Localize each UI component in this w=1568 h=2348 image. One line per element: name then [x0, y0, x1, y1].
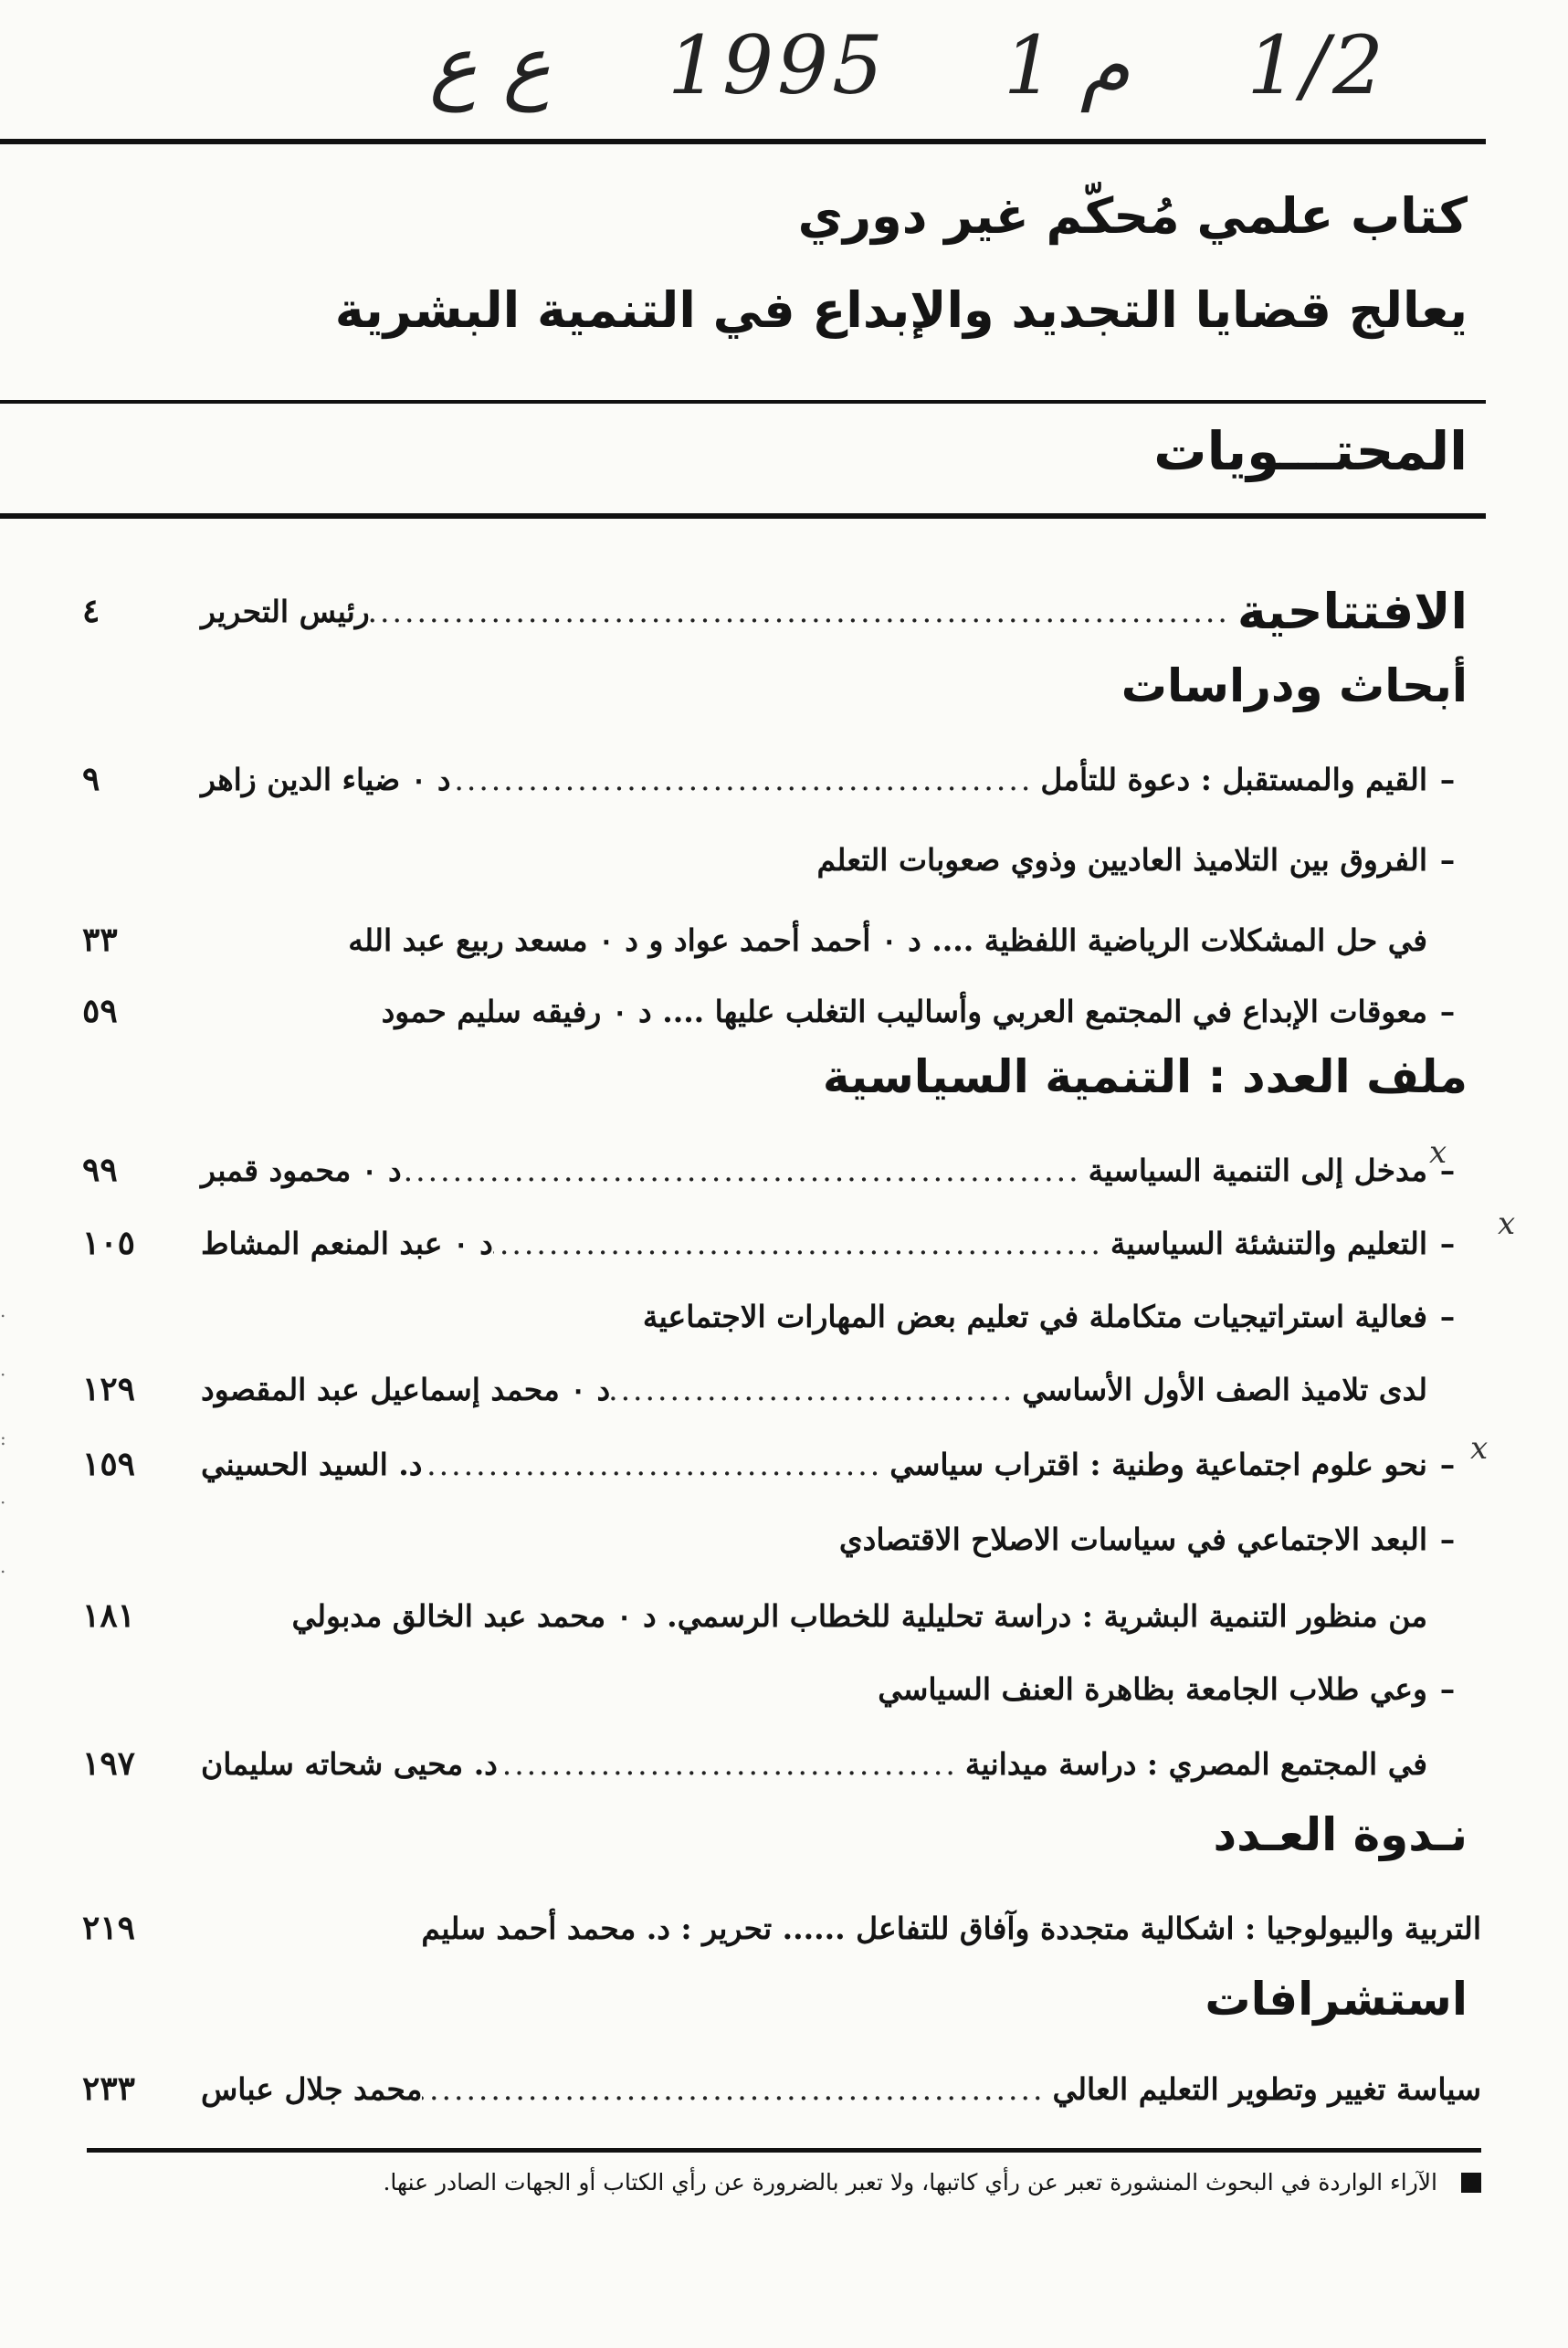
- toc-entry[interactable]: – معوقات الإبداع في المجتمع العربي وأساليب التغلب عليها .... د ٠ رفيقه سليم حمود ٥٩: [82, 992, 1456, 1030]
- entry-title: التربية والبيولوجيا : اشكالية متجددة وآفاق للتفاعل ...... تحرير : د. محمد أحمد سليم: [421, 1910, 1481, 1946]
- page-number: ١٨١: [82, 1596, 136, 1635]
- handwritten-code: ع ع: [429, 18, 551, 112]
- section-issue-file: ملف العدد : التنمية السياسية: [822, 1050, 1468, 1103]
- handwritten-annotation: [429, 18, 1495, 128]
- leader-dots: [402, 1153, 1089, 1188]
- page-number: ١٢٩: [82, 1370, 136, 1408]
- leader-dots: [370, 594, 1237, 629]
- leader-dots: [498, 1746, 965, 1782]
- toc-entry[interactable]: – الفروق بين التلاميذ العاديين وذوي صعوبات التعلم: [816, 841, 1456, 878]
- margin-mark: x: [1470, 1430, 1489, 1467]
- contents-title: المحتـــويات: [1153, 420, 1468, 482]
- toc-entry[interactable]: – نحو علوم اجتماعية وطنية : اقتراب سياسي ..... د. السيد الحسيني ١٥٩: [82, 1436, 1468, 1492]
- book-description: كتاب علمي مُحكّم غير دوري: [797, 187, 1468, 245]
- section-symposium: نـدوة العـدد: [1213, 1808, 1468, 1861]
- entry-title: في المجتمع المصري : دراسة ميدانية: [964, 1745, 1427, 1782]
- entry-title: معوقات الإبداع في المجتمع العربي وأساليب التغلب عليها .... د ٠ رفيقه سليم حمود: [381, 993, 1427, 1029]
- entry-title: التعليم والتنشئة السياسية: [1110, 1225, 1427, 1261]
- footer-note: [87, 2169, 1481, 2195]
- entry-title: القيم والمستقبل : دعوة للتأمل: [1040, 761, 1427, 797]
- footer-square-bullet: [1461, 2173, 1481, 2193]
- page-number: ١٩٧: [82, 1744, 136, 1783]
- entry-title: مدخل إلى التنمية السياسية: [1088, 1152, 1427, 1188]
- footer-rule: [87, 2148, 1481, 2153]
- entry-author: محمد جلال عباس: [201, 2070, 423, 2107]
- handwritten-issue: 1 م: [1003, 18, 1131, 112]
- section-research: أبحاث ودراسات: [1121, 659, 1468, 712]
- handwritten-year: 1995: [667, 18, 887, 112]
- entry-title: لدى تلاميذ الصف الأول الأساسي: [1022, 1371, 1427, 1407]
- page-number: ٢٣٣: [82, 2069, 136, 2108]
- top-rule: [0, 139, 1486, 144]
- editorial-title: الافتتاحية: [1237, 582, 1468, 640]
- binding-edge-specks: . · : · .: [0, 1300, 6, 1577]
- page-number: ٤: [82, 592, 100, 630]
- toc-entry[interactable]: – القيم والمستقبل : دعوة للتأمل ..... د ٠ ضياء الدين زاهر ٩: [82, 751, 1468, 807]
- leader-dots: [610, 1372, 1022, 1407]
- toc-entry-editorial[interactable]: [82, 583, 1468, 639]
- entry-title: وعي طلاب الجامعة بظاهرة العنف السياسي: [878, 1670, 1427, 1707]
- page-number: ٩: [82, 760, 100, 798]
- leader-dots: [451, 762, 1041, 797]
- entry-author: د. السيد الحسيني: [201, 1446, 423, 1482]
- page-number: ٥٩: [82, 992, 118, 1030]
- entry-author: د. محيى شحاته سليمان: [201, 1745, 498, 1782]
- page-number: ١٠٥: [82, 1224, 136, 1262]
- entry-author: د ٠ ضياء الدين زاهر: [201, 761, 451, 797]
- toc-entry-continuation[interactable]: [82, 1735, 1427, 1792]
- entry-author: د ٠ محمد إسماعيل عبد المقصود: [201, 1371, 611, 1407]
- entry-title: سياسة تغيير وتطوير التعليم العالي: [1052, 2070, 1481, 2107]
- page-number: ٢١٩: [82, 1909, 136, 1947]
- page-number: ٩٩: [82, 1151, 118, 1189]
- toc-entry[interactable]: – البعد الاجتماعي في سياسات الاصلاح الاقتصادي: [838, 1521, 1456, 1557]
- toc-entry[interactable]: – التعليم والتنشئة السياسية ..... د ٠ عبد المنعم المشاط ١٠٥: [82, 1215, 1468, 1271]
- footer-text: الآراء الواردة في البحوث المنشورة تعبر عن رأي كاتبها، ولا تعبر بالضرورة عن رأي الكتاب أو الجهات الصادر عنها.: [383, 2169, 1437, 2195]
- book-subtitle: يعالج قضايا التجديد والإبداع في التنمية البشرية: [334, 281, 1468, 339]
- toc-entry[interactable]: – فعالية استراتيجيات متكاملة في تعليم بعض المهارات الاجتماعية: [642, 1298, 1456, 1334]
- entry-title: فعالية استراتيجيات متكاملة في تعليم بعض المهارات الاجتماعية: [642, 1298, 1427, 1334]
- toc-entry[interactable]: – مدخل إلى التنمية السياسية ..... د ٠ محمود قمبر ٩٩: [82, 1142, 1468, 1198]
- toc-entry-continuation[interactable]: [82, 1587, 1427, 1644]
- contents-rule: [0, 513, 1486, 519]
- section-foresights: استشرافات: [1205, 1973, 1468, 2026]
- toc-entry-foresight[interactable]: [82, 2060, 1481, 2117]
- handwritten-part: 1/2: [1247, 18, 1387, 112]
- leader-dots: [493, 1226, 1110, 1261]
- entry-title: الفروق بين التلاميذ العاديين وذوي صعوبات التعلم: [816, 841, 1427, 878]
- entry-title: من منظور التنمية البشرية : دراسة تحليلية للخطاب الرسمي. د ٠ محمد عبد الخالق مدبولي: [291, 1597, 1427, 1634]
- leader-dots: [423, 1447, 890, 1482]
- entry-title: البعد الاجتماعي في سياسات الاصلاح الاقتصادي: [838, 1521, 1427, 1557]
- toc-entry-symposium[interactable]: [82, 1900, 1481, 1956]
- toc-entry-continuation[interactable]: [82, 911, 1427, 968]
- entry-title: في حل المشكلات الرياضية اللفظية .... د ٠ أحمد أحمد عواد و د ٠ مسعد ربيع عبد الله: [348, 921, 1427, 958]
- margin-mark: x: [1498, 1206, 1516, 1242]
- page-number: ١٥٩: [82, 1445, 136, 1483]
- entry-author: د ٠ محمود قمبر: [201, 1152, 402, 1188]
- entry-author: رئيس التحرير: [201, 593, 370, 629]
- entry-author: د ٠ عبد المنعم المشاط: [201, 1225, 493, 1261]
- toc-entry-continuation[interactable]: [82, 1361, 1427, 1417]
- entry-title: نحو علوم اجتماعية وطنية : اقتراب سياسي: [889, 1446, 1427, 1482]
- margin-mark: x: [1429, 1134, 1447, 1171]
- leader-dots: [422, 2071, 1052, 2107]
- header-rule: [0, 400, 1486, 404]
- toc-entry[interactable]: – وعي طلاب الجامعة بظاهرة العنف السياسي: [878, 1670, 1456, 1707]
- page-number: ٣٣: [82, 921, 118, 959]
